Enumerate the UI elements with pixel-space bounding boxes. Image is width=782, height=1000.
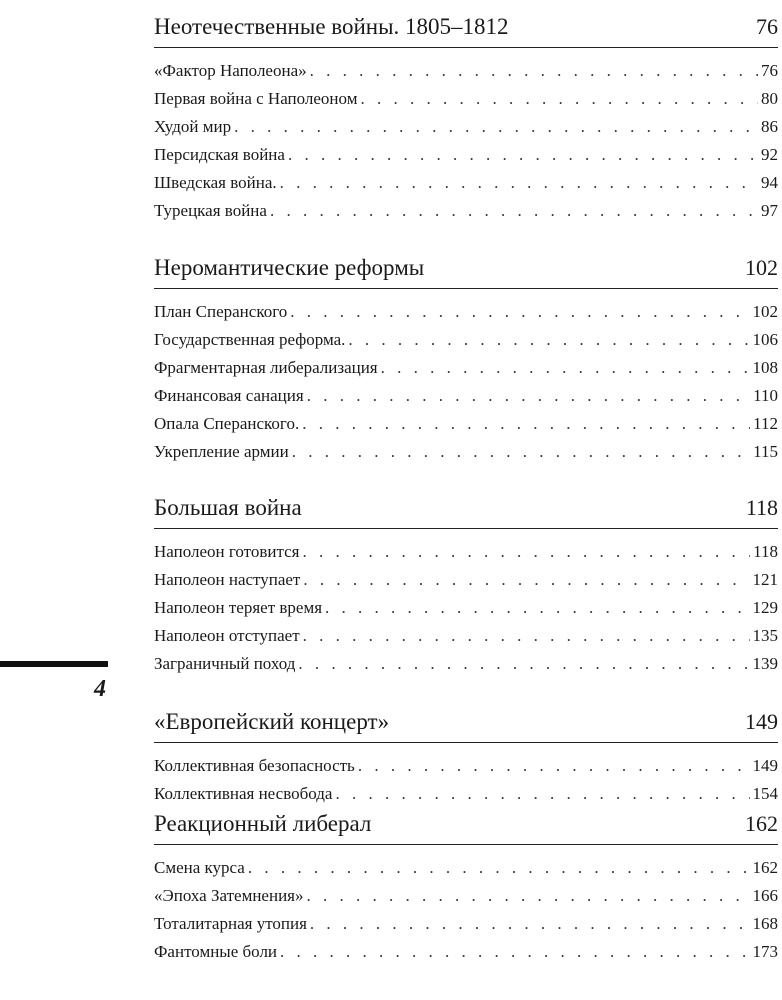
section-header[interactable] (154, 7, 778, 48)
entry-page: 86 (761, 117, 778, 136)
entry-title: Первая война с Наполеоном (154, 89, 358, 108)
toc-entry[interactable] (154, 113, 778, 141)
entry-page: 166 (752, 886, 778, 905)
toc-section (154, 804, 778, 966)
entry-title: «Эпоха Затемнения» (154, 886, 304, 905)
dot-leader (325, 594, 749, 622)
entry-title: Персидская война (154, 145, 285, 164)
entry-page: 168 (752, 914, 778, 933)
entry-page: 121 (752, 570, 778, 589)
entry-page: 108 (752, 358, 778, 377)
entry-title: Укрепление армии (154, 442, 289, 461)
toc-section (154, 7, 778, 225)
toc-entry[interactable] (154, 57, 778, 85)
dot-leader (307, 382, 750, 410)
dot-leader (306, 882, 749, 910)
entry-title: Наполеон отступает (154, 626, 300, 645)
toc-entry[interactable] (154, 854, 778, 882)
entry-title: Наполеон теряет время (154, 598, 323, 617)
section-header[interactable] (154, 702, 778, 743)
entry-page: 139 (752, 654, 778, 673)
entry-page: 118 (753, 542, 778, 561)
page-number: 4 (94, 676, 106, 702)
dot-leader (303, 566, 749, 594)
toc-entry[interactable] (154, 354, 778, 382)
section-title: Неромантические реформы (154, 255, 425, 280)
entry-title: Наполеон наступает (154, 570, 301, 589)
entry-title: Фрагментарная либерализация (154, 358, 378, 377)
entry-page: 80 (761, 89, 778, 108)
toc-entry[interactable] (154, 538, 778, 566)
section-page: 149 (745, 709, 778, 734)
toc-entry[interactable] (154, 752, 778, 780)
entry-page: 110 (753, 386, 778, 405)
section-title: Неотечественные войны. 1805–1812 (154, 14, 509, 39)
toc-entry[interactable] (154, 85, 778, 113)
toc-entry[interactable] (154, 141, 778, 169)
dot-leader (303, 622, 750, 650)
toc-section (154, 488, 778, 678)
entry-title: Наполеон готовится (154, 542, 300, 561)
entry-page: 173 (752, 942, 778, 961)
toc-entry[interactable] (154, 438, 778, 466)
dot-leader (280, 169, 758, 197)
toc-section (154, 248, 778, 466)
dot-leader (303, 538, 751, 566)
entry-page: 106 (752, 330, 778, 349)
dot-leader (310, 910, 750, 938)
entry-title: Коллективная безопасность (154, 756, 355, 775)
entry-title: План Сперанского (154, 302, 288, 321)
entry-page: 135 (752, 626, 778, 645)
section-title: Большая война (154, 495, 302, 520)
entry-title: Тоталитарная утопия (154, 914, 307, 933)
toc-section (154, 702, 778, 808)
toc-entry[interactable] (154, 938, 778, 966)
entry-title: Финансовая санация (154, 386, 304, 405)
dot-leader (348, 326, 749, 354)
dot-leader (270, 197, 758, 225)
dot-leader (292, 438, 750, 466)
toc-entry[interactable] (154, 622, 778, 650)
section-page: 162 (745, 811, 778, 836)
toc-entry[interactable] (154, 197, 778, 225)
entry-page: 94 (761, 173, 778, 192)
section-header[interactable] (154, 488, 778, 529)
dot-leader (358, 752, 750, 780)
toc-entry[interactable] (154, 910, 778, 938)
entry-page: 154 (752, 784, 778, 803)
dot-leader (290, 298, 749, 326)
entry-title: Государственная реформа. (154, 330, 346, 349)
entry-title: Смена курса (154, 858, 245, 877)
entry-title: Худой мир (154, 117, 232, 136)
dot-leader (288, 141, 758, 169)
entry-title: Турецкая война (154, 201, 267, 220)
toc-entry[interactable] (154, 382, 778, 410)
section-title: «Европейский концерт» (154, 709, 390, 734)
entry-page: 92 (761, 145, 778, 164)
entry-page: 115 (753, 442, 778, 461)
entry-page: 102 (752, 302, 778, 321)
dot-leader (310, 57, 758, 85)
toc-entry[interactable] (154, 566, 778, 594)
section-header[interactable] (154, 248, 778, 289)
toc-entry[interactable] (154, 882, 778, 910)
entry-title: Заграничный поход (154, 654, 296, 673)
entry-title: Шведская война. (154, 173, 277, 192)
toc-entry[interactable] (154, 326, 778, 354)
page-marker-bar (0, 661, 108, 667)
dot-leader (280, 938, 749, 966)
entry-page: 112 (753, 414, 778, 433)
dot-leader (298, 650, 749, 678)
entry-title: «Фактор Наполеона» (154, 61, 307, 80)
entry-page: 97 (761, 201, 778, 220)
dot-leader (302, 410, 750, 438)
toc-entry[interactable] (154, 298, 778, 326)
entry-title: Опала Сперанского. (154, 414, 300, 433)
entry-page: 76 (761, 61, 778, 80)
toc-entry[interactable] (154, 410, 778, 438)
entry-page: 162 (752, 858, 778, 877)
section-page: 102 (745, 255, 778, 280)
section-header[interactable] (154, 804, 778, 845)
dot-leader (248, 854, 750, 882)
toc-entry[interactable] (154, 650, 778, 678)
entry-title: Фантомные боли (154, 942, 278, 961)
entry-page: 129 (752, 598, 778, 617)
toc-entry[interactable] (154, 594, 778, 622)
section-title: Реакционный либерал (154, 811, 372, 836)
entry-page: 149 (752, 756, 778, 775)
dot-leader (381, 354, 750, 382)
toc-entry[interactable] (154, 169, 778, 197)
section-page: 76 (756, 14, 778, 39)
entry-title: Коллективная несвобода (154, 784, 333, 803)
dot-leader (234, 113, 758, 141)
dot-leader (360, 85, 758, 113)
section-page: 118 (745, 495, 778, 520)
